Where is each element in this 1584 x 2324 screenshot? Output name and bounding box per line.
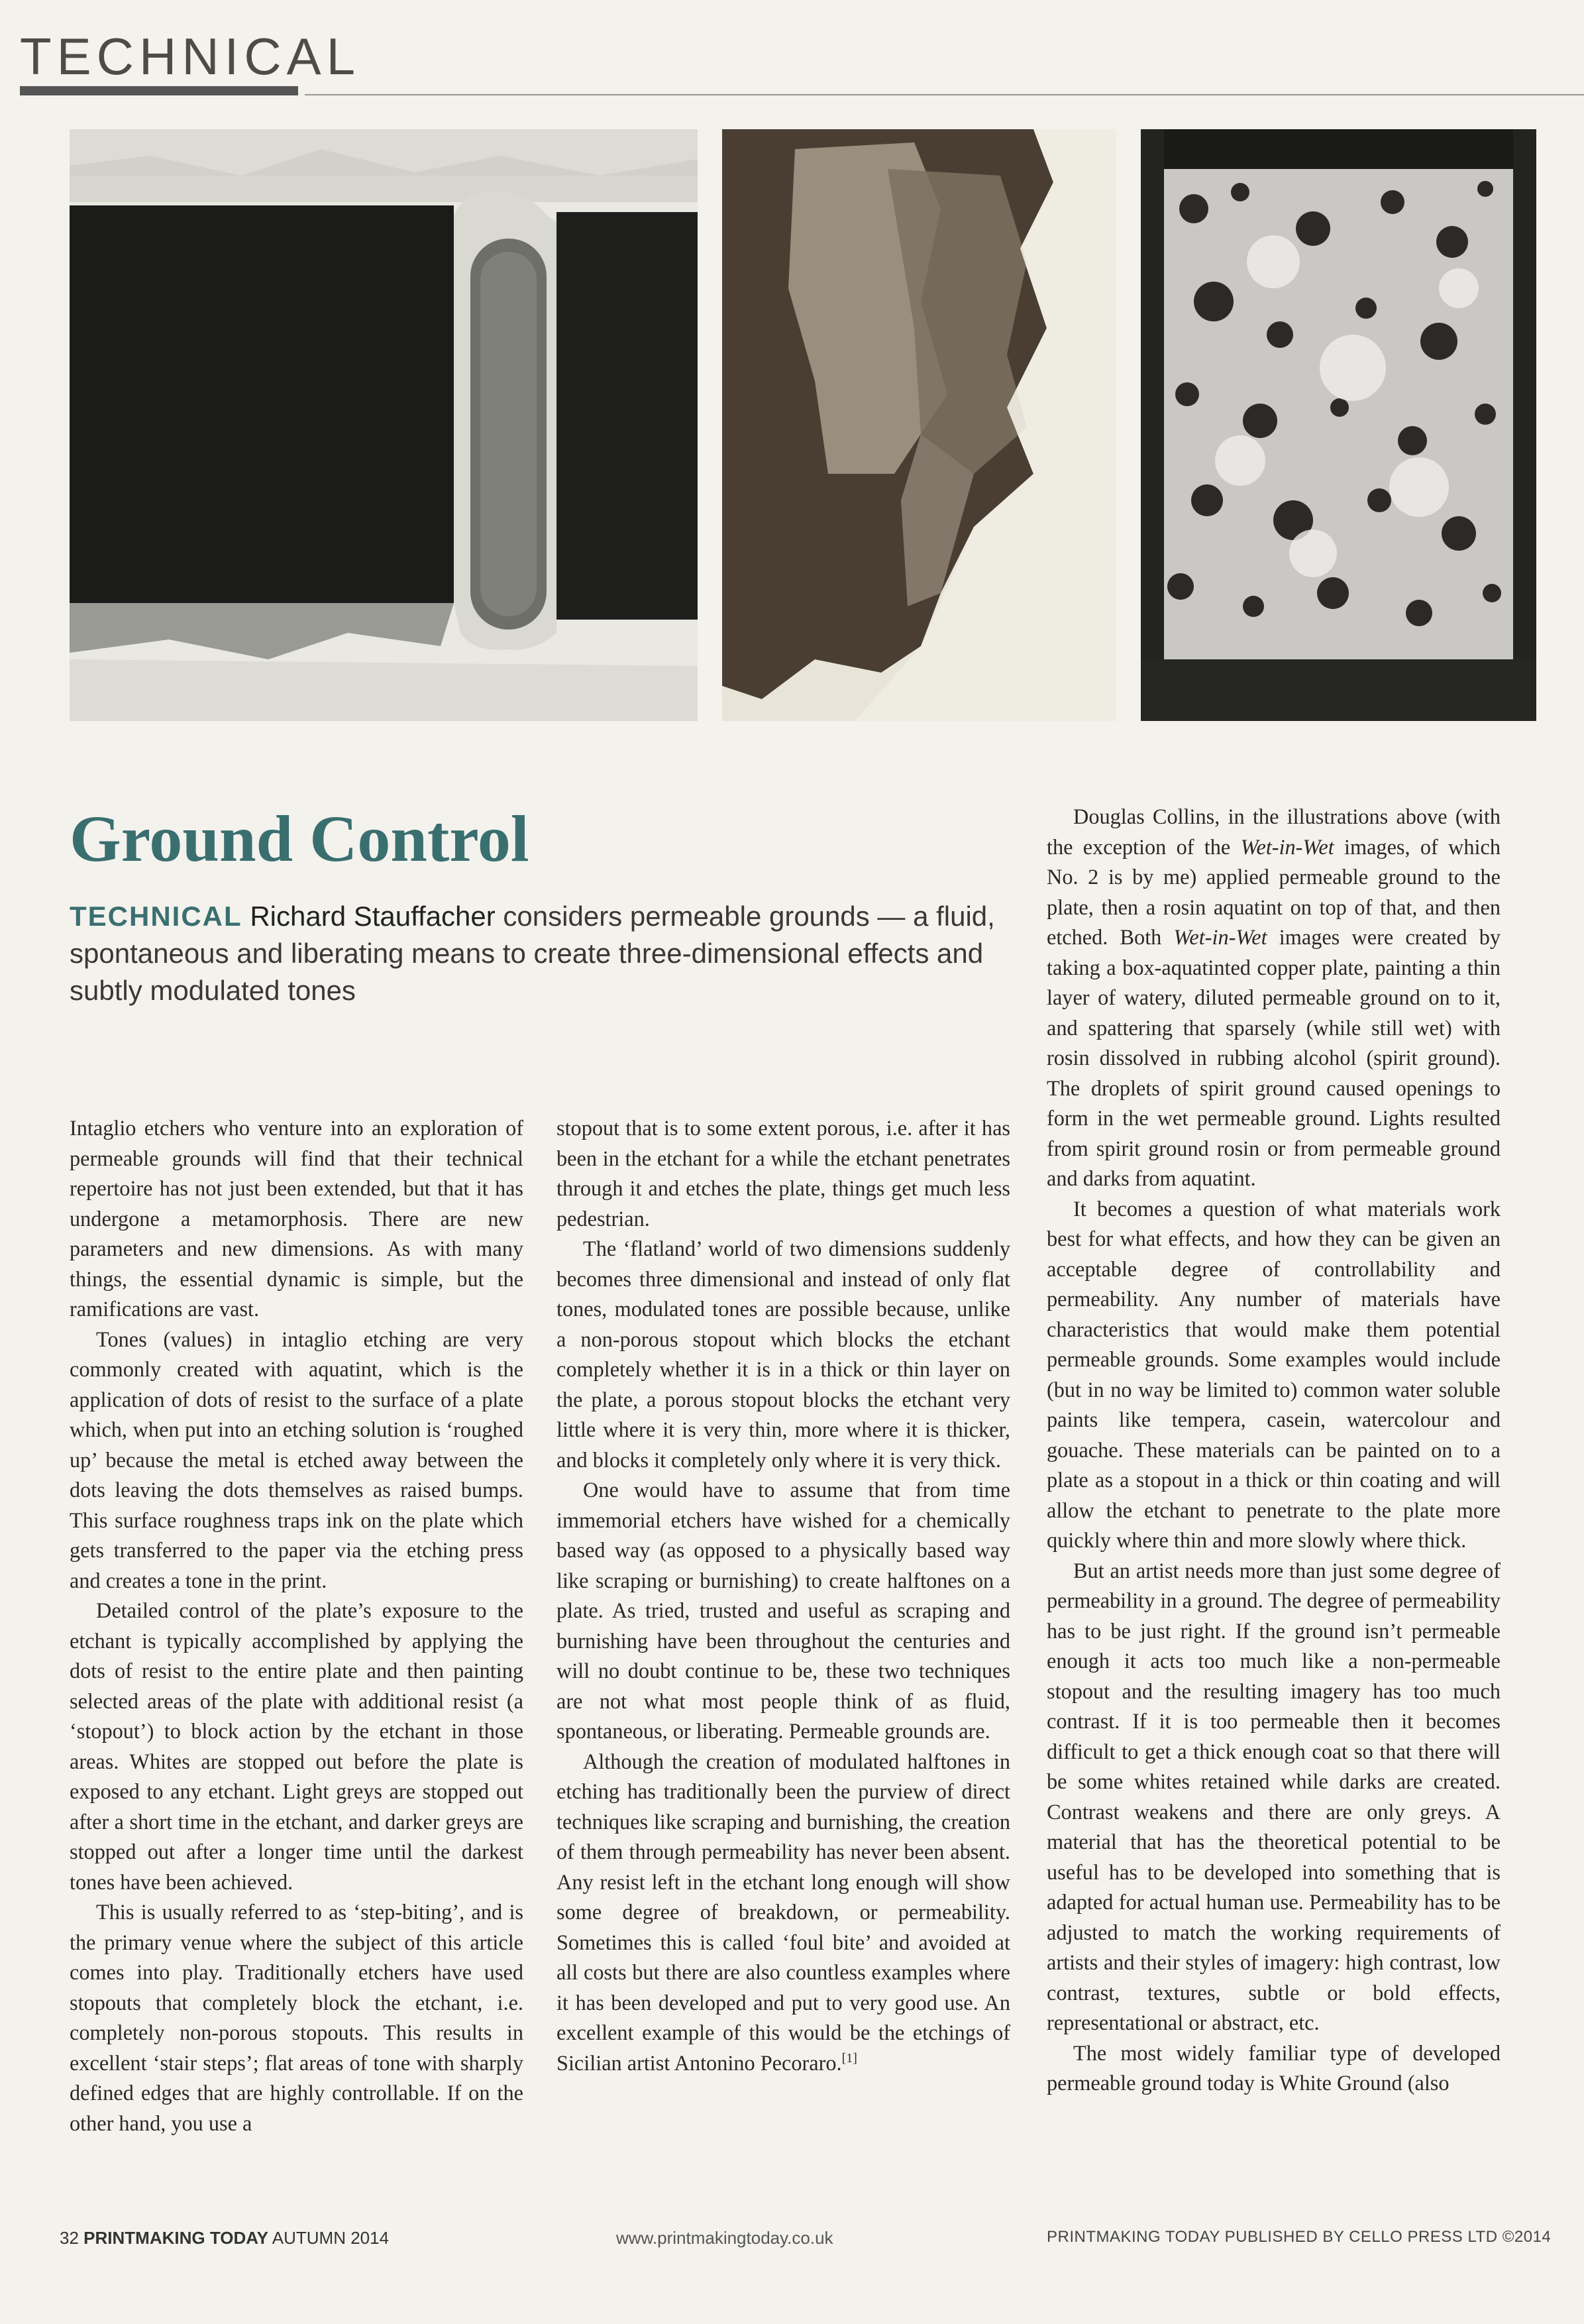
paragraph: One would have to assume that from time immemorial etchers have wished for a chemically based way (as opposed to a physically based way like scraping or burnishing) to create halftones on a plate. As tried, trusted and useful as scraping and burnishing have been throughout the centuries and will no doubt continue to be, these two techniques are not what most people think of as fluid, spontaneous, or liberating. Permeable grounds are. — [556, 1478, 1010, 1743]
body-column-2 — [556, 1113, 1010, 2078]
illustration-2 — [722, 129, 1116, 721]
footer-publisher: PRINTMAKING TODAY PUBLISHED BY CELLO PRESS LTD ©2014 — [1047, 2228, 1552, 2246]
paragraph-text: Douglas Collins, in the illustrations above (with the exception of the — [1047, 804, 1501, 859]
illustration-3 — [1141, 129, 1536, 721]
page-number: 32 — [60, 2228, 79, 2248]
paragraph: stopout that is to some extent porous, i.e. after it has been in the etchant for a while the etchant penetrates through it and etches the plate, things get much less pedestrian. — [556, 1116, 1010, 1231]
artwork-title: Wet-in-Wet — [1173, 925, 1267, 949]
paragraph: Tones (values) in intaglio etching are very commonly created with aquatint, which is the application of dots of resist to the surface of a plate which, when put into an etching solution is ‘roughed up’ because the metal is etched away between the dots leaving the dots themselves as raised bumps. This surface roughness traps ink on the plate which gets transferred to the paper via the etching press and creates a tone in the print. — [70, 1327, 523, 1592]
paragraph: Intaglio etchers who venture into an exploration of permeable grounds will find that their technical repertoire has not just been extended, but that it has undergone a metamorphosis. There are new parameters and new dimensions. As with many things, the essential dynamic is simple, but the ramifications are vast. — [70, 1116, 523, 1321]
standfirst-text: considers permeable grounds — a fluid, spontaneous and liberating means to create three-dimensional effects and subtly modulated tones — [70, 901, 995, 1006]
author-name: Richard Stauffacher — [250, 901, 496, 932]
footer-url[interactable]: www.printmakingtoday.co.uk — [616, 2228, 833, 2248]
paragraph-text: images were created by taking a box-aquatinted copper plate, painting a thin layer of watery, diluted permeable ground on to it, and spattering that sparsely (while still wet) with rosin dissolved in rubbing alcohol (spirit ground). The droplets of spirit ground caused openings to form in the wet permeable ground. Lights resulted from spirit ground rosin or from permeable ground and darks from aquatint. — [1047, 925, 1501, 1190]
article-standfirst — [70, 898, 1017, 1009]
paragraph: The ‘flatland’ world of two dimensions suddenly becomes three dimensional and instead of only flat tones, modulated tones are possible because, unlike a non-porous stopout which blocks the etchant completely whether it is in a thick or thin layer on the plate, a porous stopout blocks the etchant very little where it is very thin, more where it is thicker, and blocks it completely only where it is very thick. — [556, 1237, 1010, 1472]
paragraph: But an artist needs more than just some degree of permeability in a ground. The degree of permeability has to be just right. If the ground isn’t permeable enough it acts too much like a non-permeable stopout and the resulting imagery has too much contrast. If it is too permeable then it becomes difficult to get a thick enough coat so that there will be some whites retained while darks are created. Contrast weakens and there are only greys. A material that has the theoretical potential to be useful has to be developed into something that is adapted for actual human use. Permeability has to be adjusted to match the working requirements of artists and their styles of imagery: high contrast, low contrast, textures, subtle or bold effects, representational or abstract, etc. — [1047, 1558, 1501, 2034]
magazine-name: PRINTMAKING TODAY — [83, 2228, 268, 2248]
paragraph — [1047, 802, 1501, 1194]
section-rule — [20, 86, 298, 95]
paragraph: The most widely familiar type of developed permeable ground today is White Ground (also — [1047, 2040, 1501, 2095]
standfirst-kicker: TECHNICAL — [70, 901, 242, 932]
issue: AUTUMN 2014 — [272, 2228, 390, 2248]
section-label: TECHNICAL — [20, 27, 361, 85]
illustration-1 — [70, 129, 698, 721]
body-column-1 — [70, 1113, 523, 2138]
article-title: Ground Control — [70, 802, 529, 875]
paragraph-text: images, of which No. 2 is by me) applied permeable ground to the plate, then a rosin aquatint on top of that, and then etched. Both — [1047, 834, 1501, 949]
body-column-3 — [1047, 802, 1501, 2099]
artwork-title: Wet-in-Wet — [1240, 834, 1334, 859]
header-rule — [305, 94, 1584, 95]
paragraph — [556, 1747, 1010, 2079]
paragraph-text: Although the creation of modulated halftones in etching has traditionally been the purview of direct techniques like scraping and burnishing, the creation of them through permeability has never been absent. Any resist left in the etchant long enough will show some degree of breakdown, or permeability. Sometimes this is called ‘foul bite’ and avoided at all costs but there are also countless examples where it has been developed and put to very good use. An excellent example of this would be the etchings of Sicilian artist Antonino Pecoraro. — [556, 1749, 1010, 2075]
paragraph: It becomes a question of what materials work best for what effects, and how they can be given an acceptable degree of controllability and permeability. Any number of materials have characteristics that would make them potential permeable grounds. Some examples would include (but in no way be limited to) common water soluble paints like tempera, casein, watercolour and gouache. These materials can be painted on to a plate as a stopout in a thick or thin coating and will allow the etchant to penetrate to the plate more quickly where thin and more slowly where thick. — [1047, 1196, 1501, 1552]
footnote-reference: [1] — [841, 2050, 857, 2066]
paragraph: Detailed control of the plate’s exposure to the etchant is typically accomplished by applying the dots of resist to the entire plate and then painting selected areas of the plate with additional resist (a ‘stopout’) to block action by the etchant in those areas. Whites are stopped out before the plate is exposed to any etchant. Light greys are stopped out after a short time in the etchant, and darker greys are stopped out after a longer time until the darkest tones have been achieved. — [70, 1598, 523, 1894]
footer-left — [60, 2228, 389, 2248]
paragraph: This is usually referred to as ‘step-biting’, and is the primary venue where the subject of this article comes into play. Traditionally etchers have used stopouts that completely block the etchant, i.e. completely non-porous stopouts. This results in excellent ‘stair steps’; flat areas of tone with sharply defined edges that are highly controllable. If on the other hand, you use a — [70, 1900, 523, 2135]
